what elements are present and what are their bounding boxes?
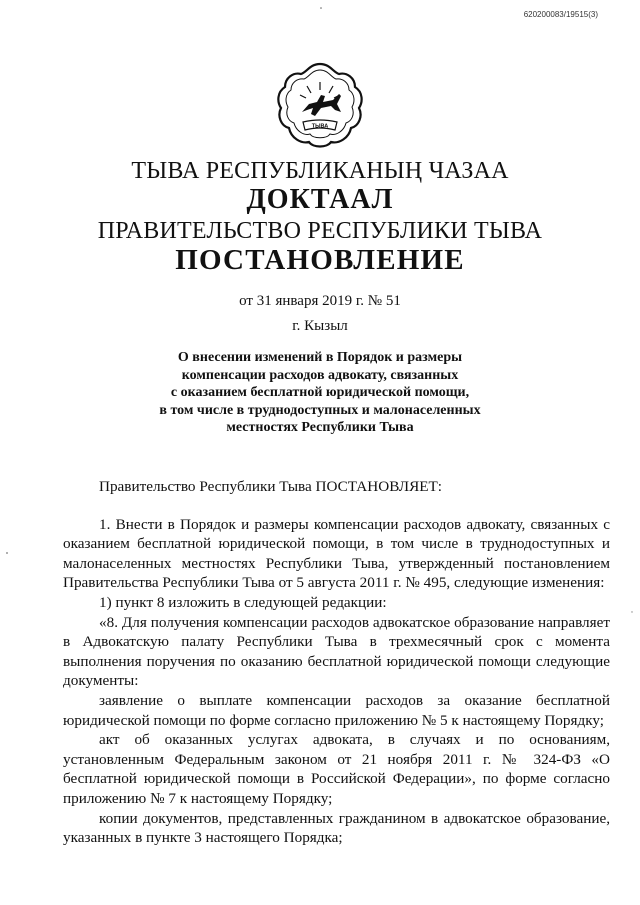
subject-line: в том числе в труднодоступных и малонаселенных xyxy=(159,402,481,418)
body-paragraph: 1) пункт 8 изложить в следующей редакции: xyxy=(99,593,387,611)
tyva-government-title: ТЫВА РЕСПУБЛИКАНЫҢ ЧАЗАА xyxy=(131,158,509,184)
subject-line: с оказанием бесплатной юридической помощи, xyxy=(170,385,470,400)
body-paragraph: «8. Для получения компенсации расходов адвокатское образование направляет в Адвокатскую палату Республики Тыва в трехмесячный срок с момента выполнения поручения по оказанию бесплатной юридической помощи следующие документы: xyxy=(63,613,610,690)
subject-line: О внесении изменений в Порядок и размеры xyxy=(177,350,463,365)
tyva-act-title: ДОКТААЛ xyxy=(246,184,394,215)
body-paragraph: 1. Внести в Порядок и размеры компенсации расходов адвокату, связанных с оказанием бесплатной юридической помощи, в том числе в труднодоступных и малонаселенных местностях Республики Тыва, утвержденный постановлением Правительства Республики Тыва от 5 августа 2011 г. № 495, следующие изменения: xyxy=(63,515,610,592)
body-paragraph: акт об оказанных услугах адвоката, в случаях и по основаниям, установленным Федеральным законом от 21 ноября 2011 г. № 324-ФЗ «О бесплатной юридической помощи в Российской Федерации», по форме согласно приложению № 7 к настоящему Порядку; xyxy=(63,731,610,807)
city: г. Кызыл xyxy=(292,318,348,334)
subject-line: местностях Республики Тыва xyxy=(226,420,414,435)
subject-line: компенсации расходов адвокату, связанных xyxy=(181,367,459,383)
registration-number: 620200083/19515(3) xyxy=(523,10,598,19)
russian-government-title: ПРАВИТЕЛЬСТВО РЕСПУБЛИКИ ТЫВА xyxy=(97,218,543,244)
body-paragraph: заявление о выплате компенсации расходов за оказание бесплатной юридической помощи по форме согласно приложению № 5 к настоящему Порядку; xyxy=(63,691,610,729)
preamble: Правительство Республики Тыва ПОСТАНОВЛЯЕТ: xyxy=(99,478,442,495)
svg-text:ТЫВА: ТЫВА xyxy=(311,123,329,130)
date-and-number: от 31 января 2019 г. № 51 xyxy=(239,293,401,309)
russian-act-title: ПОСТАНОВЛЕНИЕ xyxy=(175,244,465,276)
body-paragraph: копии документов, представленных гражданином в адвокатское образование, указанных в пункте 3 настоящего Порядка; xyxy=(63,809,610,847)
